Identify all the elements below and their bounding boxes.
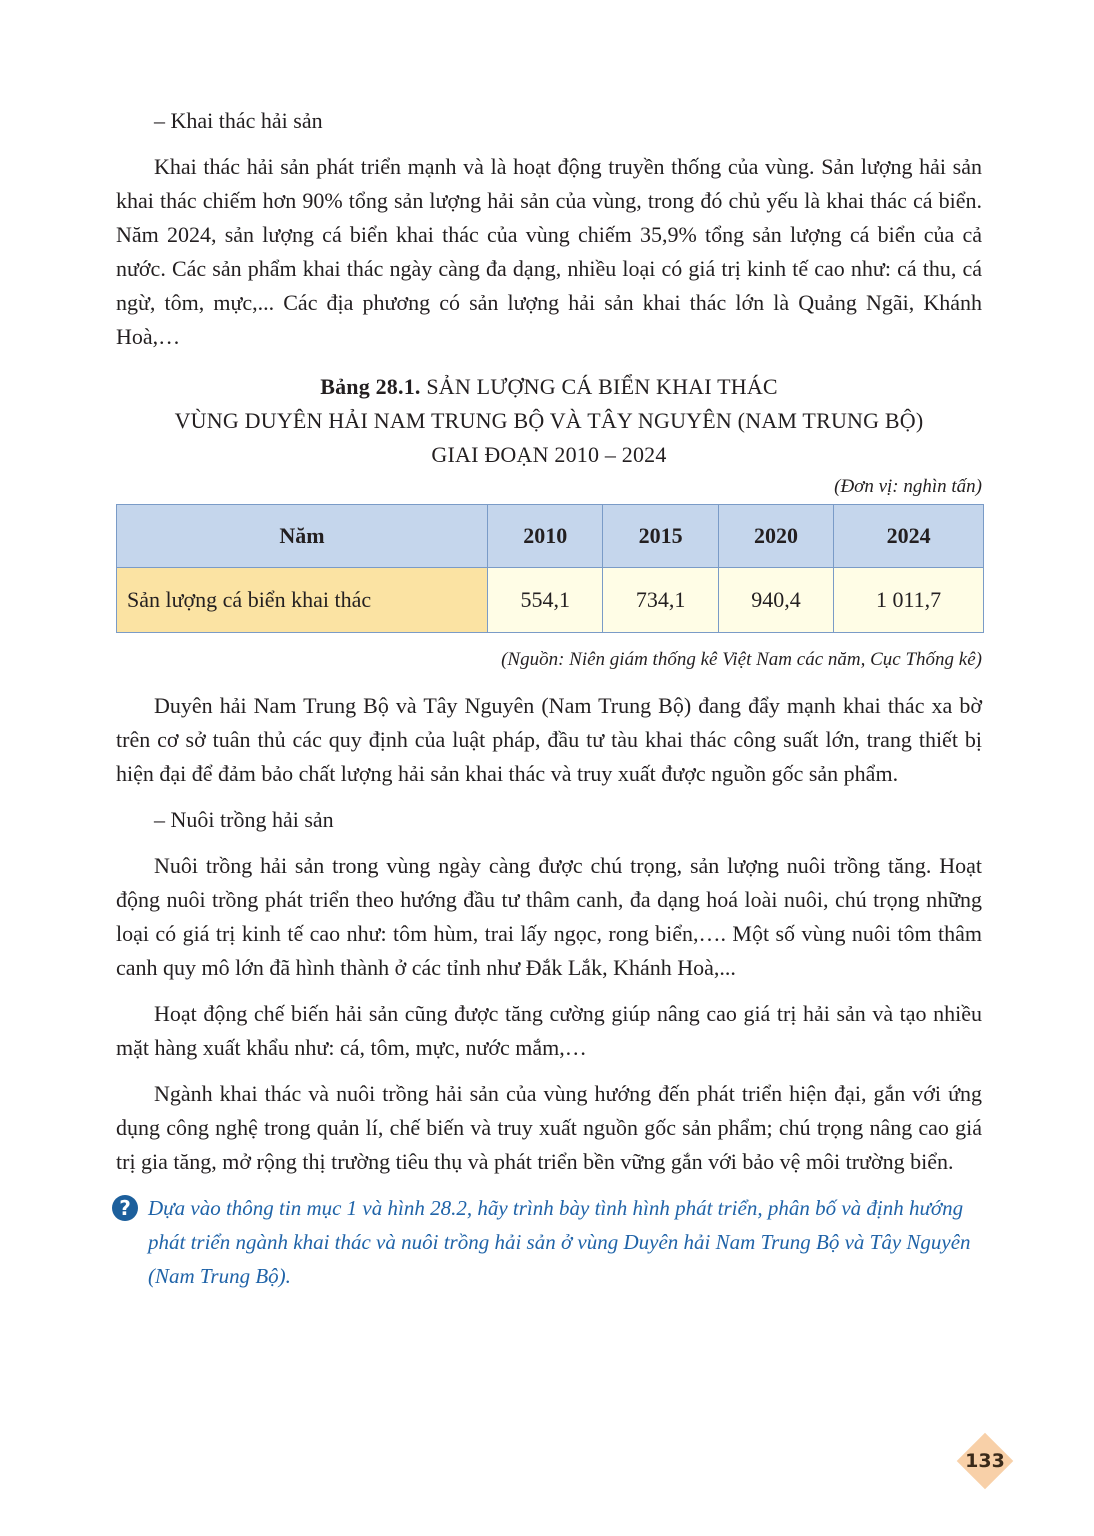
section-heading-fishing: – Khai thác hải sản (154, 108, 323, 133)
header-year-label: Năm (117, 505, 488, 568)
value-2015: 734,1 (603, 568, 718, 633)
page-number: 133 (965, 1450, 1005, 1472)
fish-catch-table (116, 504, 984, 633)
page-content (116, 104, 982, 1293)
table-caption-label: Bảng 28.1. (320, 374, 421, 399)
table-caption-line3: GIAI ĐOẠN 2010 – 2024 (431, 442, 667, 467)
paragraph-offshore: Duyên hải Nam Trung Bộ và Tây Nguyên (Nam Trung Bộ) đang đẩy mạnh khai thác xa bờ trên cơ sở tuân thủ các quy định của luật pháp, đầu tư tàu khai thác công suất lớn, trang thiết bị hiện đại để đảm bảo chất lượng hải sản khai thác và truy xuất được nguồn gốc sản phẩm. (116, 693, 982, 786)
table-header-row (117, 505, 984, 568)
value-2024: 1 011,7 (834, 568, 984, 633)
header-2015: 2015 (603, 505, 718, 568)
question-text: Dựa vào thông tin mục 1 và hình 28.2, hãy trình bày tình hình phát triển, phân bố và định hướng phát triển ngành khai thác và nuôi trồng hải sản ở vùng Duyên hải Nam Trung Bộ và Tây Nguyên (Nam Trung Bộ). (148, 1196, 971, 1288)
section-heading-aquaculture: – Nuôi trồng hải sản (154, 807, 334, 832)
paragraph-aquaculture: Nuôi trồng hải sản trong vùng ngày càng được chú trọng, sản lượng nuôi trồng tăng. Hoạt động nuôi trồng phát triển theo hướng đầu tư thâm canh, đa dạng hoá loài nuôi, chú trọng những loại có giá trị kinh tế cao như: tôm hùm, trai lấy ngọc, rong biển,…. Một số vùng nuôi tôm thâm canh quy mô lớn đã hình thành ở các tỉnh như Đắk Lắk, Khánh Hoà,... (116, 853, 982, 980)
value-2020: 940,4 (718, 568, 833, 633)
question-box (116, 1191, 982, 1293)
header-2010: 2010 (488, 505, 603, 568)
table-caption-line2: VÙNG DUYÊN HẢI NAM TRUNG BỘ VÀ TÂY NGUYÊN (NAM TRUNG BỘ) (174, 408, 924, 433)
table-row (117, 568, 984, 633)
paragraph-processing: Hoạt động chế biến hải sản cũng được tăng cường giúp nâng cao giá trị hải sản và tạo nhiều mặt hàng xuất khẩu như: cá, tôm, mực, nước mắm,… (116, 1001, 982, 1060)
header-2020: 2020 (718, 505, 833, 568)
table-source: (Nguồn: Niên giám thống kê Việt Nam các năm, Cục Thống kê) (501, 649, 982, 670)
table-caption (116, 370, 982, 472)
page-number-badge (956, 1432, 1014, 1490)
paragraph-development: Ngành khai thác và nuôi trồng hải sản của vùng hướng đến phát triển hiện đại, gắn với ứng dụng công nghệ trong quản lí, chế biến và truy xuất nguồn gốc sản phẩm; chú trọng nâng cao giá trị gia tăng, mở rộng thị trường tiêu thụ và phát triển bền vững gắn với bảo vệ môi trường biển. (116, 1081, 982, 1174)
question-mark-icon: ? (112, 1195, 138, 1221)
table-caption-line1: SẢN LƯỢNG CÁ BIỂN KHAI THÁC (426, 374, 778, 399)
value-2010: 554,1 (488, 568, 603, 633)
header-2024: 2024 (834, 505, 984, 568)
paragraph-fishing: Khai thác hải sản phát triển mạnh và là hoạt động truyền thống của vùng. Sản lượng hải sản khai thác chiếm hơn 90% tổng sản lượng hải sản của vùng, trong đó chủ yếu là khai thác cá biển. Năm 2024, sản lượng cá biển khai thác của vùng chiếm 35,9% tổng sản lượng cá biển của cả nước. Các sản phẩm khai thác ngày càng đa dạng, nhiều loại có giá trị kinh tế cao như: cá thu, cá ngừ, tôm, mực,... Các địa phương có sản lượng hải sản khai thác lớn là Quảng Ngãi, Khánh Hoà,… (116, 154, 982, 349)
table-unit: (Đơn vị: nghìn tấn) (834, 476, 982, 497)
row-label: Sản lượng cá biển khai thác (117, 568, 488, 633)
